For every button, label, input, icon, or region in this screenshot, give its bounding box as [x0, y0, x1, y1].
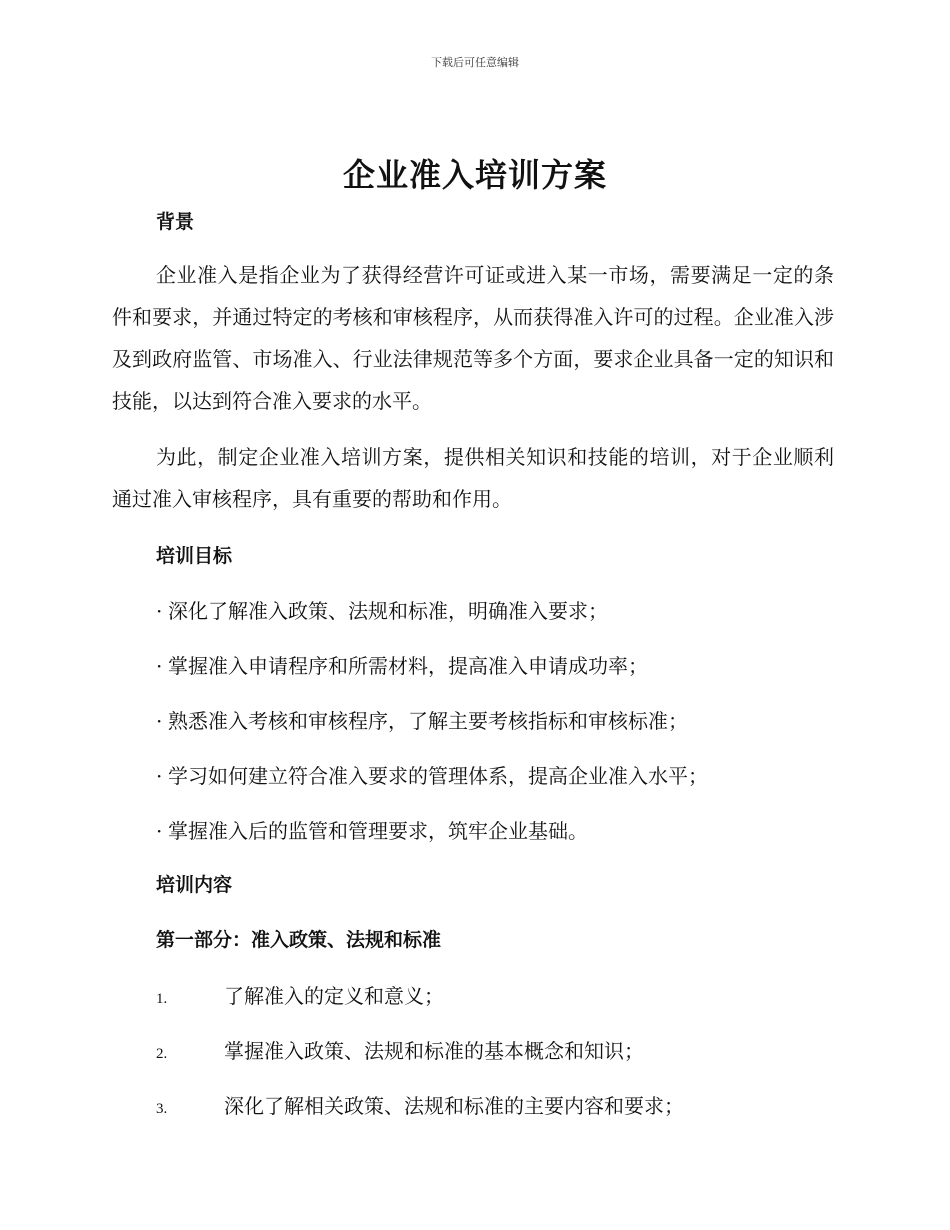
item-number: 1.: [156, 991, 168, 1007]
bullet-dot: ·: [156, 709, 163, 733]
item-number: 3.: [156, 1101, 168, 1117]
goal-item: [156, 595, 608, 624]
background-paragraph-1: 企业准入是指企业为了获得经营许可证或进入某一市场，需要满足一定的条件和要求，并通过特定的考核和审核程序，从而获得准入许可的过程。企业准入涉及到政府监管、市场准入、行业法律规范等多个方面，要求企业具备一定的知识和技能，以达到符合准入要求的水平。: [112, 263, 834, 413]
bullet-dot: ·: [156, 764, 163, 788]
goal-item: [156, 760, 708, 789]
numbered-item: [156, 980, 444, 1009]
item-text: 掌握准入政策、法规和标准的基本概念和知识；: [224, 1039, 644, 1063]
part1-heading: 第一部分：准入政策、法规和标准: [156, 929, 442, 951]
goal-item: [156, 815, 588, 844]
goal-text: 掌握准入后的监管和管理要求，筑牢企业基础。: [168, 819, 588, 843]
section-heading-content: 培训内容: [156, 874, 233, 896]
background-paragraph-2: 为此，制定企业准入培训方案，提供相关知识和技能的培训，对于企业顺利通过准入审核程序，具有重要的帮助和作用。: [112, 445, 834, 511]
section-heading-goals: 培训目标: [156, 545, 233, 567]
header-note: 下载后可任意编辑: [431, 56, 519, 69]
section-heading-background: 背景: [156, 211, 195, 233]
bullet-dot: ·: [156, 654, 163, 678]
goal-item: [156, 705, 688, 734]
goal-item: [156, 650, 648, 679]
goal-text: 学习如何建立符合准入要求的管理体系，提高企业准入水平；: [168, 764, 708, 788]
bullet-dot: ·: [156, 599, 163, 623]
numbered-item: [156, 1035, 644, 1064]
goal-text: 掌握准入申请程序和所需材料，提高准入申请成功率；: [168, 654, 648, 678]
bullet-dot: ·: [156, 819, 163, 843]
goal-text: 熟悉准入考核和审核程序，了解主要考核指标和审核标准；: [168, 709, 688, 733]
item-text: 了解准入的定义和意义；: [224, 984, 444, 1008]
goal-text: 深化了解准入政策、法规和标准，明确准入要求；: [168, 599, 608, 623]
item-number: 2.: [156, 1046, 168, 1062]
document-title: 企业准入培训方案: [342, 156, 607, 194]
item-text: 深化了解相关政策、法规和标准的主要内容和要求；: [224, 1094, 684, 1118]
numbered-item: [156, 1090, 684, 1119]
